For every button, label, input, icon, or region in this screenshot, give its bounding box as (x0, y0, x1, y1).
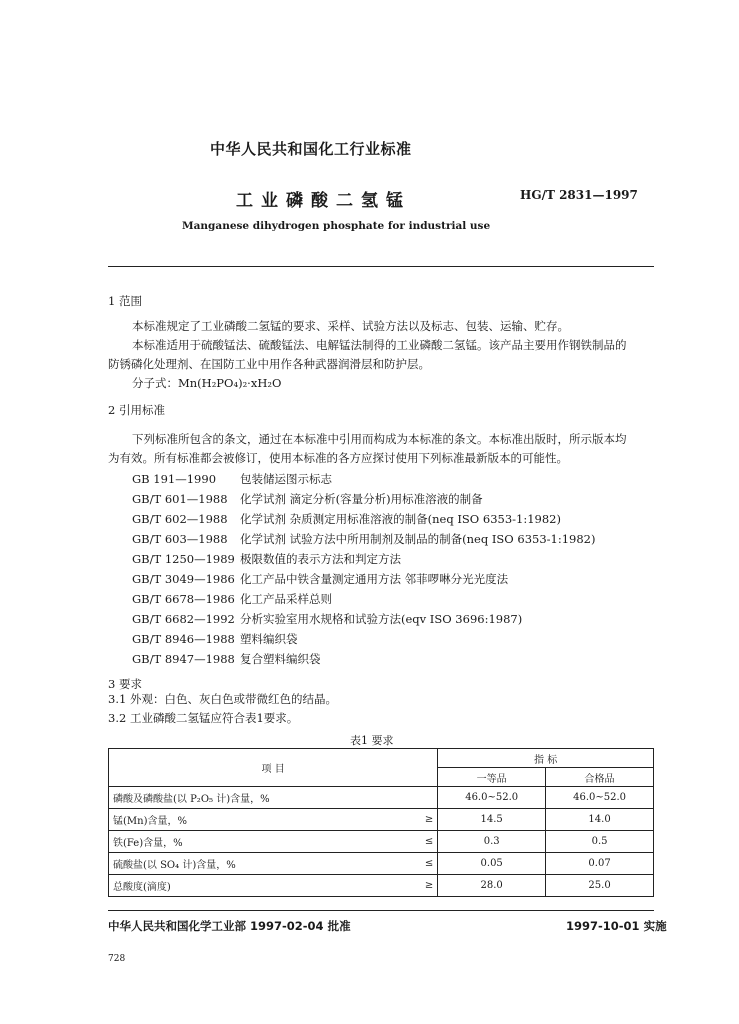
row-qualified-grade: 25.0 (546, 875, 654, 897)
reference-code: GB/T 6678—1986 (132, 592, 235, 606)
table-row (109, 809, 654, 831)
approval-line: 中华人民共和国化学工业部 1997-02-04 批准 (108, 919, 351, 933)
effective-date: 1997-10-01 实施 (566, 919, 667, 933)
row-qualified-grade: 0.07 (546, 853, 654, 875)
reference-code: GB/T 6682—1992 (132, 612, 235, 626)
row-first-grade: 28.0 (438, 875, 546, 897)
header-item: 项 目 (109, 749, 438, 787)
page-number: 728 (108, 954, 126, 964)
reference-title: 分析实验室用水规格和试验方法(eqv ISO 3696:1987) (240, 612, 523, 626)
standard-title: 工业磷酸二氢锰 (236, 191, 411, 211)
table-row (109, 875, 654, 897)
row-item: 总酸度(滴度) (109, 875, 398, 897)
requirement-3-1: 3.1 外观：白色、灰白色或带微红色的结晶。 (108, 692, 337, 706)
section-3-heading: 3 要求 (108, 677, 142, 691)
header-divider (108, 266, 654, 267)
table-header-row (109, 749, 654, 768)
reference-code: GB/T 8947—1988 (132, 652, 235, 666)
row-item: 锰(Mn)含量，% (109, 809, 398, 831)
reference-title: 化学试剂 滴定分析(容量分析)用标准溶液的制备 (240, 492, 483, 506)
reference-title: 极限数值的表示方法和判定方法 (240, 552, 401, 566)
table-row (109, 831, 654, 853)
row-first-grade: 0.3 (438, 831, 546, 853)
english-title: Manganese dihydrogen phosphate for industrial use (182, 220, 491, 232)
reference-item (132, 571, 508, 587)
reference-item (132, 591, 332, 607)
section-2-heading: 2 引用标准 (108, 403, 165, 417)
header-index: 指 标 (438, 749, 654, 768)
section-2-para-line-2: 为有效。所有标准都会被修订，使用本标准的各方应探讨使用下列标准最新版本的可能性。 (108, 451, 568, 465)
standard-number: HG/T 2831—1997 (520, 188, 638, 202)
row-first-grade: 46.0~52.0 (438, 787, 546, 809)
reference-code: GB/T 1250—1989 (132, 552, 235, 566)
header-first-grade: 一等品 (438, 768, 546, 787)
row-symbol: ≥ (398, 809, 438, 831)
molecular-formula: 分子式：Mn(H₂PO₄)₂·xH₂O (132, 376, 282, 390)
row-item: 硫酸盐(以 SO₄ 计)含量，% (109, 853, 398, 875)
row-qualified-grade: 14.0 (546, 809, 654, 831)
row-qualified-grade: 0.5 (546, 831, 654, 853)
table-title: 表1 要求 (350, 734, 394, 747)
reference-code: GB/T 3049—1986 (132, 572, 235, 586)
section-1-heading: 1 范围 (108, 294, 142, 308)
footer-divider (108, 910, 654, 911)
header-qualified-grade: 合格品 (546, 768, 654, 787)
reference-item (132, 531, 595, 547)
row-symbol: ≤ (398, 831, 438, 853)
reference-title: 化工产品中铁含量测定通用方法 邻菲啰啉分光光度法 (240, 572, 509, 586)
row-symbol (398, 787, 438, 809)
requirement-3-2: 3.2 工业磷酸二氢锰应符合表1要求。 (108, 711, 299, 725)
reference-code: GB/T 603—1988 (132, 532, 228, 546)
reference-title: 包装储运图示标志 (240, 472, 332, 486)
row-first-grade: 14.5 (438, 809, 546, 831)
reference-title: 复合塑料编织袋 (240, 652, 321, 666)
reference-item (132, 491, 483, 507)
row-item: 磷酸及磷酸盐(以 P₂O₅ 计)含量，% (109, 787, 398, 809)
reference-item (132, 651, 321, 667)
row-symbol: ≥ (398, 875, 438, 897)
reference-title: 化工产品采样总则 (240, 592, 332, 606)
reference-title: 化学试剂 杂质测定用标准溶液的制备(neq ISO 6353-1:1982) (240, 512, 561, 526)
reference-item (132, 511, 561, 527)
reference-title: 塑料编织袋 (240, 632, 298, 646)
section-1-para-1: 本标准规定了工业磷酸二氢锰的要求、采样、试验方法以及标志、包装、运输、贮存。 (132, 319, 569, 333)
section-1-para-2-line-2: 防锈磷化处理剂、在国防工业中用作各种武器润滑层和防护层。 (108, 357, 430, 371)
reference-title: 化学试剂 试验方法中所用制剂及制品的制备(neq ISO 6353-1:1982) (240, 532, 596, 546)
reference-code: GB/T 601—1988 (132, 492, 228, 506)
reference-item (132, 611, 522, 627)
issuing-organization: 中华人民共和国化工行业标准 (210, 140, 412, 158)
table-row (109, 787, 654, 809)
table-row (109, 853, 654, 875)
reference-code: GB/T 602—1988 (132, 512, 228, 526)
requirements-table (108, 748, 654, 897)
reference-item (132, 551, 401, 567)
section-1-para-2-line-1: 本标准适用于硫酸锰法、硫酸锰法、电解锰法制得的工业磷酸二氢锰。该产品主要用作钢铁制品的 (132, 338, 627, 352)
reference-code: GB 191—1990 (132, 472, 217, 486)
reference-item (132, 471, 332, 487)
reference-code: GB/T 8946—1988 (132, 632, 235, 646)
row-qualified-grade: 46.0~52.0 (546, 787, 654, 809)
row-first-grade: 0.05 (438, 853, 546, 875)
section-2-para-line-1: 下列标准所包含的条文，通过在本标准中引用而构成为本标准的条文。本标准出版时，所示版本均 (132, 432, 627, 446)
row-item: 铁(Fe)含量，% (109, 831, 398, 853)
row-symbol: ≤ (398, 853, 438, 875)
reference-item (132, 631, 298, 647)
